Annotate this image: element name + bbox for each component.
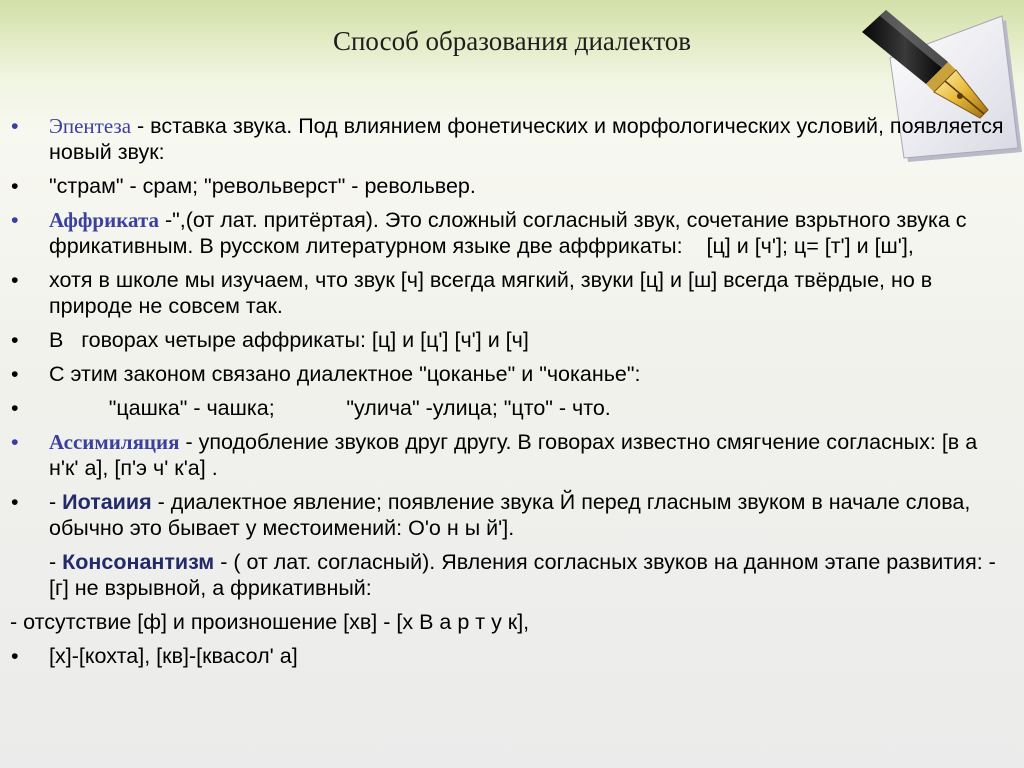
item-text: -",(от лат. притёртая). Это сложный согласный звук, сочетание взрьтного звука с фрикативным. В русском литературном языке две аффрикаты: [ц] и [ч']; ц= [т'] и [ш'], xyxy=(49,208,973,258)
item-text: "страм" - срам; "револьверст" - револьвер. xyxy=(49,174,476,198)
bullet-list xyxy=(0,113,1010,677)
slide-title: Способ образования диалектов xyxy=(332,26,692,56)
term-iotation: Иотаиия xyxy=(62,490,152,514)
bullet-icon: • xyxy=(11,208,19,232)
bullet-icon: • xyxy=(11,328,19,352)
item-text: - ( от лат. согласный). Явления согласных звуков на данном этапе развития: - [г] не взрывной, а фрикативный: xyxy=(49,550,1002,600)
bullet-icon: • xyxy=(11,490,19,514)
list-item xyxy=(0,361,1010,387)
list-item xyxy=(0,429,1010,481)
term-consonantism: Консонантизм xyxy=(62,550,215,574)
bullet-icon: • xyxy=(11,174,19,198)
bullet-icon: • xyxy=(11,396,19,420)
item-text: С этим законом связано диалектное "цоканье" и "чоканье": xyxy=(49,362,641,386)
item-text: - отсутствие [ф] и произношение [хв] - [х В а р т у к], xyxy=(10,610,530,634)
list-item xyxy=(0,327,1010,353)
list-item xyxy=(0,609,1010,635)
list-item xyxy=(0,549,1010,601)
item-text: [х]-[кохта], [кв]-[квасол' а] xyxy=(49,644,298,668)
item-text: В говорах четыре аффрикаты: [ц] и [ц'] [ч'] и [ч] xyxy=(49,328,529,352)
bullet-icon: • xyxy=(11,644,19,668)
bullet-icon: • xyxy=(11,430,19,454)
list-item xyxy=(0,395,1010,421)
item-prefix: - xyxy=(49,550,63,574)
bullet-icon: • xyxy=(11,362,19,386)
list-item xyxy=(0,643,1010,669)
item-text: - уподобление звуков друг другу. В говорах известно смягчение согласных: [в а н'к' а], [п'э ч' к'а] . xyxy=(49,430,984,480)
item-text: хотя в школе мы изучаем, что звук [ч] всегда мягкий, звуки [ц] и [ш] всегда твёрдые, но в природе не совсем так. xyxy=(49,268,939,318)
list-item xyxy=(0,113,1010,165)
term-affricate: Аффриката xyxy=(49,208,160,232)
bullet-icon: • xyxy=(11,114,19,138)
item-prefix: - xyxy=(49,490,63,514)
item-text: "цашка" - чашка; "улича" -улица; "цто" - что. xyxy=(49,396,611,420)
list-item xyxy=(0,267,1010,319)
list-item xyxy=(0,173,1010,199)
item-text: - диалектное явление; появление звука Й перед гласным звуком в начале слова, обычно это бывает у местоимений: О'о н ы й']. xyxy=(49,490,977,540)
term-epenthesis: Эпентеза xyxy=(49,114,132,138)
term-assimilation: Ассимиляция xyxy=(49,430,180,454)
bullet-icon: • xyxy=(11,268,19,292)
item-text: - вставка звука. Под влиянием фонетических и морфологических условий, появляется новый звук: xyxy=(49,114,1010,164)
list-item xyxy=(0,207,1010,259)
list-item xyxy=(0,489,1010,541)
